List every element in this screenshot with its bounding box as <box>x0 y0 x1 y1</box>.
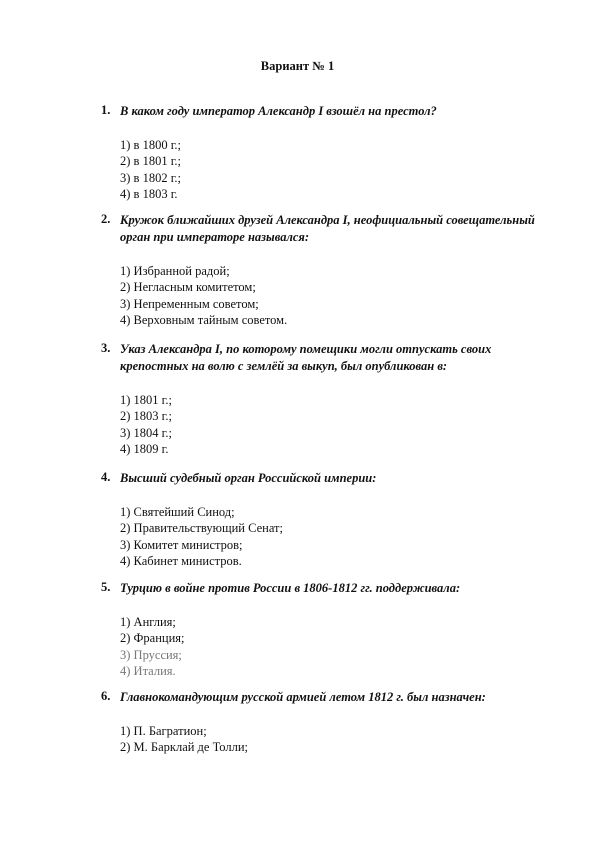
question-number: 2. <box>101 212 111 226</box>
answer-option: 4) в 1803 г. <box>120 186 178 201</box>
answer-option: 3) Непременным советом; <box>120 296 259 311</box>
answer-option: 4) Кабинет министров. <box>120 553 242 568</box>
question-text: Турцию в войне против России в 1806-1812 гг. поддерживала: <box>120 581 461 595</box>
answer-options <box>120 504 541 569</box>
question-6 <box>101 689 541 756</box>
answer-options <box>120 263 541 328</box>
answer-option: 2) Негласным комитетом; <box>120 280 256 295</box>
answer-option: 1) 1801 г.; <box>120 393 172 407</box>
answer-option: 1) П. Багратион; <box>120 724 207 738</box>
answer-option: 2) Правительствующий Сенат; <box>120 521 283 536</box>
question-3 <box>101 341 541 457</box>
question-text: Указ Александра I, по которому помещики могли отпускать своих крепостных на волю с землёй за выкуп, был опубликован в: <box>120 342 492 373</box>
answer-options <box>120 723 541 756</box>
answer-option: 3) Пруссия; <box>120 647 182 662</box>
question-text: Высший судебный орган Российской империи: <box>120 471 377 485</box>
answer-option: 4) Верховным тайным советом. <box>120 312 288 327</box>
answer-option: 3) 1804 г.; <box>120 425 172 440</box>
answer-options <box>120 137 541 202</box>
question-text: Кружок ближайших друзей Александра I, неофициальный совещательный орган при императоре назывался: <box>120 213 535 244</box>
answer-option: 3) в 1802 г.; <box>120 170 182 185</box>
question-1 <box>101 103 541 202</box>
answer-option: 4) Италия. <box>120 663 176 678</box>
answer-option: 3) Комитет министров; <box>120 537 243 552</box>
question-text: В каком году император Александр I взошёл на престол? <box>120 104 437 118</box>
answer-options <box>120 392 541 457</box>
answer-option: 1) Святейший Синод; <box>120 505 235 519</box>
answer-option: 2) 1803 г.; <box>120 409 172 424</box>
answer-options <box>120 614 541 679</box>
page-title: Вариант № 1 <box>260 59 335 73</box>
question-number: 5. <box>101 580 111 594</box>
answer-option: 1) Англия; <box>120 615 176 629</box>
question-text: Главнокомандующим русской армией летом 1812 г. был назначен: <box>120 690 486 704</box>
question-number: 1. <box>101 103 111 117</box>
answer-option: 2) Франция; <box>120 631 185 646</box>
question-4 <box>101 470 541 569</box>
question-number: 3. <box>101 341 111 355</box>
answer-option: 1) Избранной радой; <box>120 264 230 278</box>
answer-option: 4) 1809 г. <box>120 441 169 456</box>
answer-option: 2) М. Барклай де Толли; <box>120 740 249 755</box>
question-number: 4. <box>101 470 111 484</box>
answer-option: 1) в 1800 г.; <box>120 138 182 152</box>
question-number: 6. <box>101 689 111 703</box>
question-5 <box>101 580 541 679</box>
answer-option: 2) в 1801 г.; <box>120 154 182 169</box>
question-2 <box>101 212 541 328</box>
